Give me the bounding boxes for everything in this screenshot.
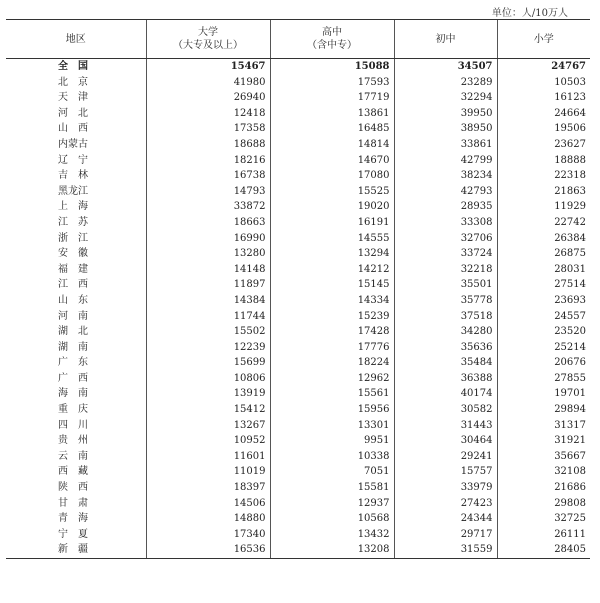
cell-high: 13294 bbox=[270, 246, 394, 262]
cell-middle: 33724 bbox=[394, 246, 497, 262]
cell-high: 15581 bbox=[270, 480, 394, 496]
cell-high: 7051 bbox=[270, 464, 394, 480]
cell-middle: 33308 bbox=[394, 215, 497, 231]
cell-middle: 34280 bbox=[394, 324, 497, 340]
header-high-title: 高中 bbox=[322, 27, 342, 38]
cell-primary: 21686 bbox=[497, 480, 590, 496]
cell-region: 全 国 bbox=[58, 61, 88, 72]
cell-region: 浙 江 bbox=[58, 232, 88, 244]
cell-primary: 27514 bbox=[497, 277, 590, 293]
cell-college: 16990 bbox=[146, 231, 270, 247]
table-row bbox=[6, 121, 590, 137]
cell-middle: 42799 bbox=[394, 153, 497, 169]
cell-high: 10338 bbox=[270, 449, 394, 465]
cell-region: 贵 州 bbox=[58, 435, 88, 447]
cell-college: 14148 bbox=[146, 262, 270, 278]
cell-college: 15467 bbox=[146, 59, 270, 75]
cell-college: 11744 bbox=[146, 309, 270, 325]
cell-middle: 28935 bbox=[394, 199, 497, 215]
table-row bbox=[6, 106, 590, 122]
cell-primary: 22318 bbox=[497, 168, 590, 184]
cell-region: 上 海 bbox=[58, 201, 88, 213]
cell-primary: 22742 bbox=[497, 215, 590, 231]
cell-high: 17593 bbox=[270, 75, 394, 91]
cell-middle: 33979 bbox=[394, 480, 497, 496]
cell-middle: 29717 bbox=[394, 527, 497, 543]
cell-high: 19020 bbox=[270, 199, 394, 215]
cell-middle: 42793 bbox=[394, 184, 497, 200]
cell-region: 海 南 bbox=[58, 388, 88, 400]
cell-middle: 23289 bbox=[394, 75, 497, 91]
header-college bbox=[146, 20, 270, 59]
cell-primary: 32108 bbox=[497, 464, 590, 480]
table-body bbox=[6, 59, 590, 559]
cell-college: 11019 bbox=[146, 464, 270, 480]
cell-college: 16536 bbox=[146, 542, 270, 558]
cell-high: 18224 bbox=[270, 355, 394, 371]
cell-college: 18397 bbox=[146, 480, 270, 496]
cell-college: 11601 bbox=[146, 449, 270, 465]
cell-middle: 38950 bbox=[394, 121, 497, 137]
table-row bbox=[6, 527, 590, 543]
cell-middle: 31443 bbox=[394, 418, 497, 434]
cell-high: 15956 bbox=[270, 402, 394, 418]
cell-primary: 26384 bbox=[497, 231, 590, 247]
cell-high: 17719 bbox=[270, 90, 394, 106]
cell-high: 10568 bbox=[270, 511, 394, 527]
cell-college: 11897 bbox=[146, 277, 270, 293]
table-row bbox=[6, 184, 590, 200]
cell-middle: 27423 bbox=[394, 496, 497, 512]
cell-region: 广 西 bbox=[58, 372, 88, 384]
cell-college: 15699 bbox=[146, 355, 270, 371]
cell-college: 14880 bbox=[146, 511, 270, 527]
cell-region: 黑龙江 bbox=[58, 185, 88, 197]
table-row bbox=[6, 433, 590, 449]
cell-college: 16738 bbox=[146, 168, 270, 184]
cell-college: 41980 bbox=[146, 75, 270, 91]
cell-college: 18216 bbox=[146, 153, 270, 169]
cell-middle: 30582 bbox=[394, 402, 497, 418]
cell-high: 14555 bbox=[270, 231, 394, 247]
cell-primary: 31921 bbox=[497, 433, 590, 449]
table-row bbox=[6, 449, 590, 465]
cell-high: 16485 bbox=[270, 121, 394, 137]
cell-primary: 28031 bbox=[497, 262, 590, 278]
cell-high: 13432 bbox=[270, 527, 394, 543]
cell-college: 14793 bbox=[146, 184, 270, 200]
cell-middle: 30464 bbox=[394, 433, 497, 449]
table-row bbox=[6, 262, 590, 278]
cell-region: 北 京 bbox=[58, 76, 88, 88]
cell-college: 12239 bbox=[146, 340, 270, 356]
cell-college: 26940 bbox=[146, 90, 270, 106]
table-row bbox=[6, 215, 590, 231]
table-row bbox=[6, 355, 590, 371]
cell-region: 河 北 bbox=[58, 107, 88, 119]
table-row bbox=[6, 542, 590, 558]
cell-primary: 25214 bbox=[497, 340, 590, 356]
cell-region: 吉 林 bbox=[58, 170, 88, 182]
cell-high: 13861 bbox=[270, 106, 394, 122]
cell-college: 14384 bbox=[146, 293, 270, 309]
cell-primary: 11929 bbox=[497, 199, 590, 215]
cell-primary: 21863 bbox=[497, 184, 590, 200]
cell-middle: 38234 bbox=[394, 168, 497, 184]
cell-primary: 24664 bbox=[497, 106, 590, 122]
cell-middle: 24344 bbox=[394, 511, 497, 527]
cell-middle: 36388 bbox=[394, 371, 497, 387]
cell-primary: 24767 bbox=[497, 59, 590, 75]
cell-college: 10952 bbox=[146, 433, 270, 449]
cell-middle: 39950 bbox=[394, 106, 497, 122]
cell-high: 12962 bbox=[270, 371, 394, 387]
cell-primary: 31317 bbox=[497, 418, 590, 434]
table-row bbox=[6, 402, 590, 418]
cell-primary: 28405 bbox=[497, 542, 590, 558]
cell-college: 17340 bbox=[146, 527, 270, 543]
table-row bbox=[6, 75, 590, 91]
table-row bbox=[6, 418, 590, 434]
cell-high: 16191 bbox=[270, 215, 394, 231]
cell-college: 15412 bbox=[146, 402, 270, 418]
cell-region: 内蒙古 bbox=[58, 138, 88, 150]
table-row bbox=[6, 371, 590, 387]
header-high bbox=[270, 20, 394, 59]
header-college-title: 大学 bbox=[198, 27, 218, 38]
cell-region: 山 东 bbox=[58, 294, 88, 306]
table-row bbox=[6, 386, 590, 402]
cell-region: 天 津 bbox=[58, 92, 88, 104]
cell-high: 14212 bbox=[270, 262, 394, 278]
cell-middle: 34507 bbox=[394, 59, 497, 75]
cell-region: 安 徽 bbox=[58, 248, 88, 260]
table-row bbox=[6, 168, 590, 184]
cell-primary: 23693 bbox=[497, 293, 590, 309]
education-table bbox=[6, 19, 590, 559]
cell-middle: 32218 bbox=[394, 262, 497, 278]
cell-middle: 35484 bbox=[394, 355, 497, 371]
cell-high: 17080 bbox=[270, 168, 394, 184]
cell-region: 重 庆 bbox=[58, 404, 88, 416]
table-row bbox=[6, 324, 590, 340]
cell-college: 18688 bbox=[146, 137, 270, 153]
table-row bbox=[6, 90, 590, 106]
cell-primary: 20676 bbox=[497, 355, 590, 371]
cell-middle: 15757 bbox=[394, 464, 497, 480]
cell-high: 17428 bbox=[270, 324, 394, 340]
table-row bbox=[6, 511, 590, 527]
table-header bbox=[6, 20, 590, 59]
cell-high: 15088 bbox=[270, 59, 394, 75]
cell-college: 13280 bbox=[146, 246, 270, 262]
cell-high: 14670 bbox=[270, 153, 394, 169]
unit-label: 单位：人/10万人 bbox=[491, 8, 568, 19]
cell-primary: 29808 bbox=[497, 496, 590, 512]
table-row bbox=[6, 309, 590, 325]
header-primary: 小学 bbox=[497, 20, 590, 59]
cell-primary: 32725 bbox=[497, 511, 590, 527]
cell-middle: 32294 bbox=[394, 90, 497, 106]
cell-region: 云 南 bbox=[58, 450, 88, 462]
header-middle: 初中 bbox=[394, 20, 497, 59]
table-row bbox=[6, 464, 590, 480]
cell-college: 14506 bbox=[146, 496, 270, 512]
cell-primary: 26111 bbox=[497, 527, 590, 543]
cell-college: 10806 bbox=[146, 371, 270, 387]
cell-high: 12937 bbox=[270, 496, 394, 512]
cell-region: 甘 肃 bbox=[58, 497, 88, 509]
cell-primary: 35667 bbox=[497, 449, 590, 465]
cell-college: 15502 bbox=[146, 324, 270, 340]
cell-primary: 18888 bbox=[497, 153, 590, 169]
cell-region: 四 川 bbox=[58, 419, 88, 431]
cell-region: 陕 西 bbox=[58, 482, 88, 494]
table-row bbox=[6, 340, 590, 356]
cell-region: 广 东 bbox=[58, 357, 88, 369]
cell-high: 9951 bbox=[270, 433, 394, 449]
table-row bbox=[6, 231, 590, 247]
cell-region: 宁 夏 bbox=[58, 528, 88, 540]
cell-middle: 35778 bbox=[394, 293, 497, 309]
cell-region: 西 藏 bbox=[58, 466, 88, 478]
cell-middle: 31559 bbox=[394, 542, 497, 558]
cell-region: 河 南 bbox=[58, 310, 88, 322]
table-row bbox=[6, 246, 590, 262]
cell-region: 山 西 bbox=[58, 123, 88, 135]
table-row bbox=[6, 199, 590, 215]
cell-primary: 16123 bbox=[497, 90, 590, 106]
cell-region: 福 建 bbox=[58, 263, 88, 275]
cell-primary: 19506 bbox=[497, 121, 590, 137]
cell-middle: 37518 bbox=[394, 309, 497, 325]
cell-region: 江 西 bbox=[58, 279, 88, 291]
cell-middle: 29241 bbox=[394, 449, 497, 465]
cell-middle: 33861 bbox=[394, 137, 497, 153]
cell-college: 17358 bbox=[146, 121, 270, 137]
cell-college: 33872 bbox=[146, 199, 270, 215]
cell-region: 江 苏 bbox=[58, 216, 88, 228]
cell-primary: 10503 bbox=[497, 75, 590, 91]
cell-high: 14334 bbox=[270, 293, 394, 309]
header-college-subtitle: （大专及以上） bbox=[173, 40, 243, 51]
cell-high: 15561 bbox=[270, 386, 394, 402]
cell-high: 13208 bbox=[270, 542, 394, 558]
cell-high: 15145 bbox=[270, 277, 394, 293]
table-row bbox=[6, 153, 590, 169]
cell-region: 新 疆 bbox=[6, 542, 146, 558]
table-row bbox=[6, 137, 590, 153]
cell-region: 辽 宁 bbox=[58, 154, 88, 166]
table-row bbox=[6, 496, 590, 512]
cell-middle: 40174 bbox=[394, 386, 497, 402]
cell-region: 青 海 bbox=[58, 513, 88, 525]
table-row bbox=[6, 293, 590, 309]
cell-primary: 23627 bbox=[497, 137, 590, 153]
table-row bbox=[6, 480, 590, 496]
cell-college: 13919 bbox=[146, 386, 270, 402]
table-row-total bbox=[6, 59, 590, 75]
cell-middle: 35501 bbox=[394, 277, 497, 293]
cell-primary: 26875 bbox=[497, 246, 590, 262]
cell-primary: 27855 bbox=[497, 371, 590, 387]
cell-college: 18663 bbox=[146, 215, 270, 231]
cell-region: 湖 南 bbox=[58, 341, 88, 353]
table-row bbox=[6, 277, 590, 293]
cell-college: 12418 bbox=[146, 106, 270, 122]
cell-middle: 35636 bbox=[394, 340, 497, 356]
cell-primary: 24557 bbox=[497, 309, 590, 325]
cell-primary: 19701 bbox=[497, 386, 590, 402]
header-region: 地区 bbox=[6, 20, 146, 59]
cell-middle: 32706 bbox=[394, 231, 497, 247]
cell-primary: 29894 bbox=[497, 402, 590, 418]
cell-high: 14814 bbox=[270, 137, 394, 153]
cell-high: 13301 bbox=[270, 418, 394, 434]
header-high-subtitle: （含中专） bbox=[307, 40, 357, 51]
cell-primary: 23520 bbox=[497, 324, 590, 340]
cell-region: 湖 北 bbox=[58, 326, 88, 338]
cell-high: 17776 bbox=[270, 340, 394, 356]
cell-college: 13267 bbox=[146, 418, 270, 434]
cell-high: 15239 bbox=[270, 309, 394, 325]
cell-high: 15525 bbox=[270, 184, 394, 200]
